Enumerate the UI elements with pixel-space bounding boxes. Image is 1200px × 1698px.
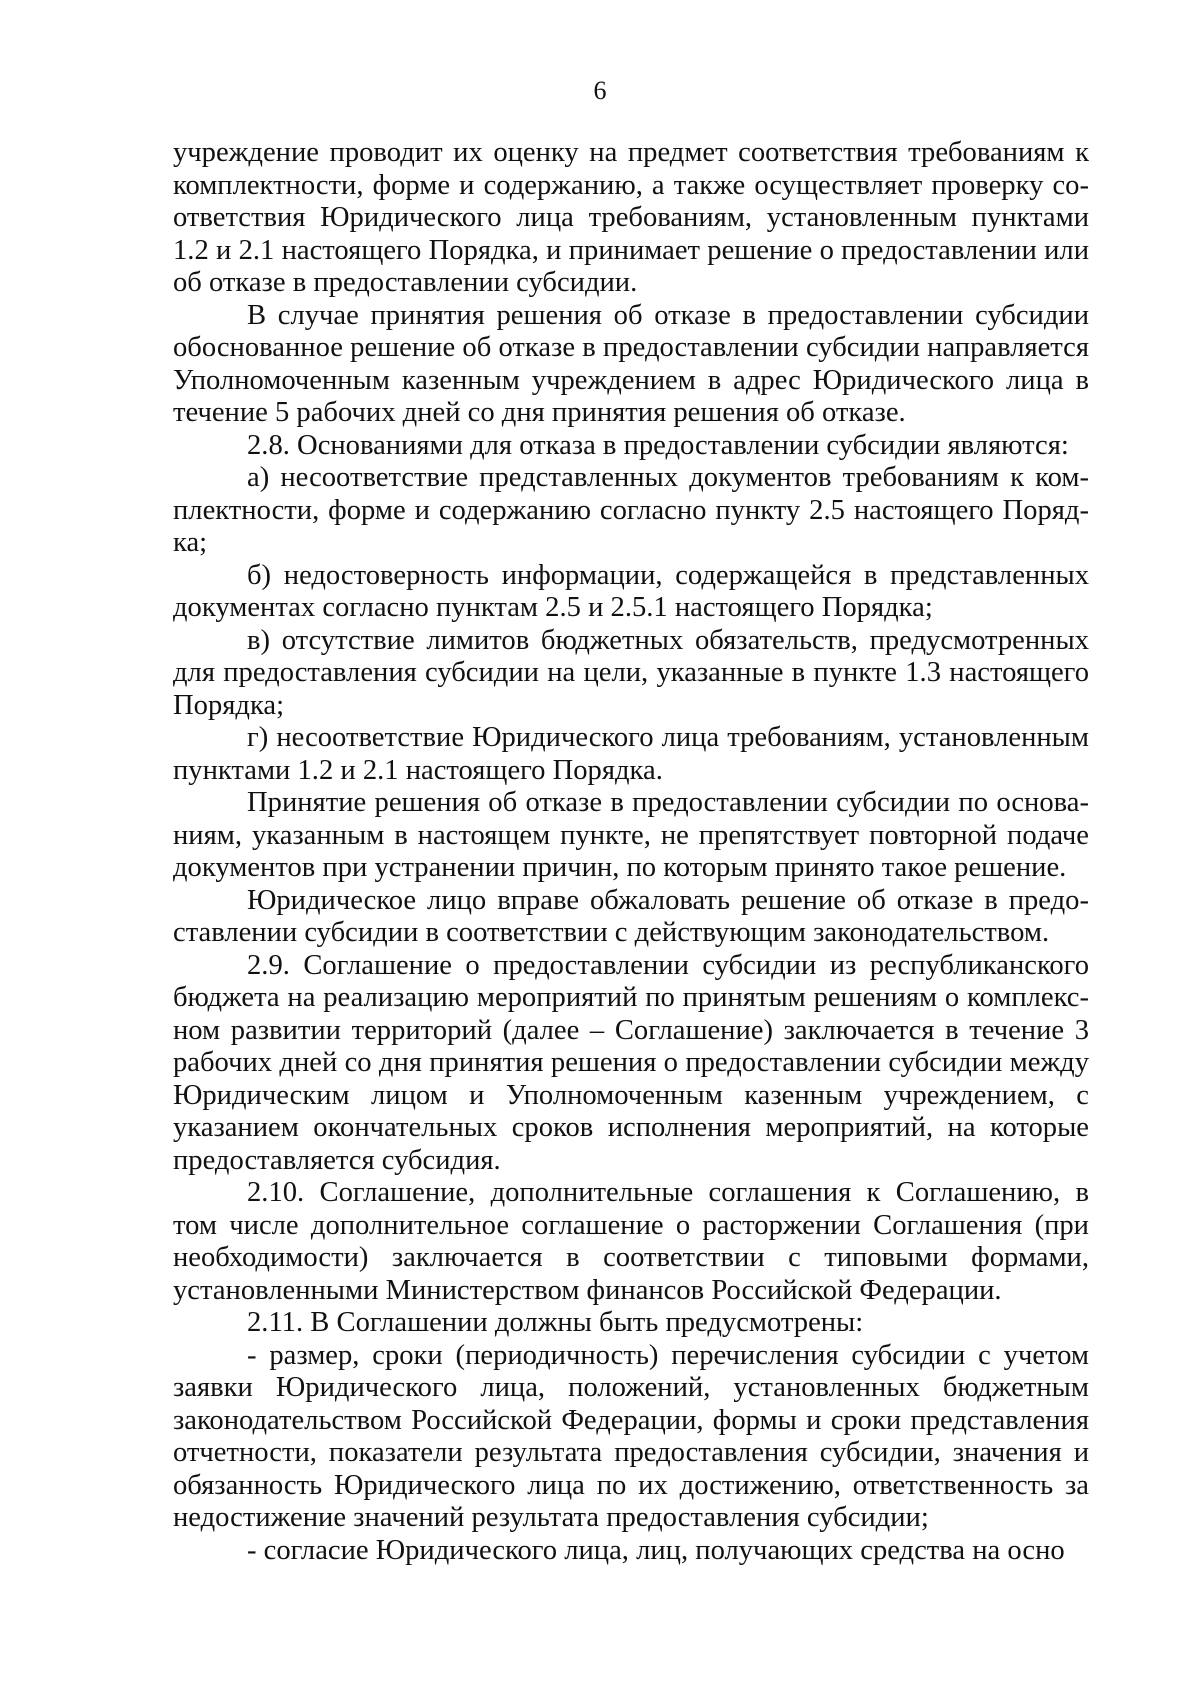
paragraph: г) несоответствие Юридического лица требованиям, установленным пунктами 1.2 и 2.1 настоящего Порядка. [173,722,1089,786]
paragraph: 2.8. Основаниями для отказа в предоставлении субсидии являются: [247,429,1069,461]
document-body [173,137,1089,1567]
paragraph: в) отсутствие лимитов бюджетных обязательств, предусмотренных для предоставления субсидии на цели, указанные в пункте 1.3 настоящего Порядка; [173,624,1089,721]
paragraph: - согласие Юридического лица, лиц, получающих средства на осно [247,1534,1065,1566]
paragraph: - размер, сроки (периодичность) перечисления субсидии с учетом заявки Юридического лица, положений, установленных бюджетным законодательством Российской Федерации, формы и сроки представления отчетности, показатели результата предоставления субсидии, значения и обязанность Юридического лица по их достижению, ответственность за недостижение значений результата предоставления субсидии; [173,1339,1089,1533]
paragraph: В случае принятия решения об отказе в предоставлении субсидии обоснованное решение об отказе в предоставлении субсидии направляется Уполномоченным казенным учреждением в адрес Юридического лица в течение 5 рабочих дней со дня принятия решения об отказе. [173,299,1089,428]
paragraph: б) недостоверность информации, содержащейся в представленных документах согласно пунктам 2.5 и 2.5.1 настоящего Порядка; [173,559,1089,623]
paragraph: а) несоответствие представленных документов требованиям к комплектности, форме и содержанию согласно пункту 2.5 настоящего Порядка; [173,462,1089,558]
paragraph: Юридическое лицо вправе обжаловать решение об отказе в предоставлении субсидии в соответствии с действующим законодательством. [173,884,1089,948]
paragraph: учреждение проводит их оценку на предмет соответствия требованиям к комплектности, форме и содержанию, а также осуществляет проверку соответствия Юридического лица требованиям, установленным пунктами 1.2 и 2.1 настоящего Порядка, и принимает решение о предоставлении или об отказе в предоставлении субсидии. [173,137,1089,298]
paragraph: Принятие решения об отказе в предоставлении субсидии по основаниям, указанным в настоящем пункте, не препятствует повторной подаче документов при устранении причин, по которым принято такое решение. [173,787,1089,883]
paragraph: 2.11. В Соглашении должны быть предусмотрены: [247,1307,864,1338]
page-number: 6 [593,76,607,105]
paragraph: 2.10. Соглашение, дополнительные соглашения к Соглашению, в том числе дополнительное соглашение о расторжении Соглашения (при необходимости) заключается в соответствии с типовыми формами, установленными Министерством финансов Российской Федерации. [173,1177,1089,1306]
paragraph: 2.9. Соглашение о предоставлении субсидии из республиканского бюджета на реализацию мероприятий по принятым решениям о комплексном развитии территорий (далее – Соглашение) заключается в течение 3 рабочих дней со дня принятия решения о предоставлении субсидии между Юридическим лицом и Уполномоченным казенным учреждением, с указанием окончательных сроков исполнения мероприятий, на которые предоставляется субсидия. [173,949,1089,1176]
